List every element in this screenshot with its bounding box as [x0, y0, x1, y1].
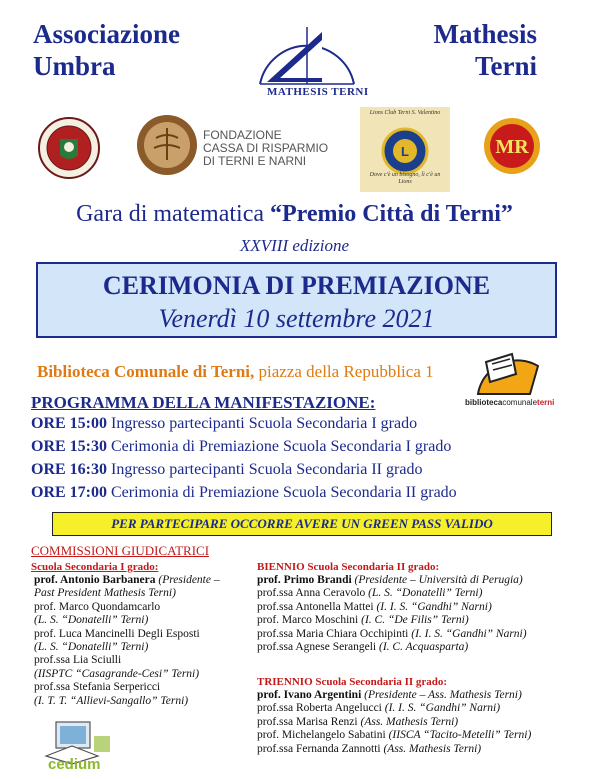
biennio-title: BIENNIO Scuola Secondaria II grado:: [257, 561, 440, 573]
jury-member-affiliation: (IISCA “Tacito-Metelli” Terni): [385, 729, 532, 742]
jury-member-affiliation: (IISPTC “Casagrande-Cesi” Terni): [34, 667, 200, 680]
event-title: [0, 201, 589, 228]
program-activity: Ingresso partecipanti Scuola Secondaria II grado: [107, 461, 423, 478]
jury-member-name: prof.ssa Stefania Serpericci: [34, 681, 161, 694]
fondazione-line-1: FONDAZIONE: [203, 128, 282, 142]
jury-member-line: [34, 641, 220, 654]
association-line-1: Associazione: [33, 19, 180, 49]
jury-member-name: prof. Ivano Argentini: [257, 689, 362, 701]
jury-member-line: [34, 587, 220, 600]
jury-member-name: prof. Marco Moschini: [257, 614, 359, 627]
jury-member-name: prof.ssa Lia Sciulli: [34, 654, 122, 667]
program-time: ORE 15:00: [31, 415, 107, 432]
jury-member-affiliation: (Ass. Mathesis Terni): [380, 742, 482, 755]
jury-member-line: [34, 601, 220, 614]
svg-text:L: L: [401, 144, 409, 159]
association-name-left: [33, 18, 180, 82]
jury-member-name: prof.ssa Antonella Mattei: [257, 600, 374, 613]
jury-member-affiliation: (Presidente – Ass. Mathesis Terni): [361, 689, 522, 701]
jury-member-line: [257, 641, 527, 654]
jury-member-affiliation: (Ass. Mathesis Terni): [357, 715, 459, 728]
lions-club-name: Lions Club Terni S. Valentino: [369, 110, 441, 116]
cedium-caption: cedium: [48, 756, 101, 773]
location: [37, 362, 434, 382]
jury-member-name: prof. Marco Quondamcarlo: [34, 600, 161, 613]
jury-member-affiliation: (Presidente – Università di Perugia): [351, 574, 523, 586]
jury-member-affiliation: Past President Mathesis Terni): [34, 587, 176, 600]
biennio-jury: [257, 574, 527, 654]
mr-badge-icon: [483, 117, 541, 175]
jury-member-line: [257, 702, 531, 715]
jury-member-line: [257, 743, 531, 756]
program-time: ORE 16:30: [31, 461, 107, 478]
jury-member-line: [34, 668, 220, 681]
location-address: piazza della Repubblica 1: [254, 362, 434, 381]
program-activity: Cerimonia di Premiazione Scuola Secondaria II grado: [107, 484, 457, 501]
fondazione-line-2: CASSA DI RISPARMIO: [203, 141, 329, 155]
fondazione-line-3: DI TERNI E NARNI: [203, 154, 307, 168]
program-row: [31, 438, 451, 456]
jury-member-affiliation: (I. C. “De Filis” Terni): [358, 614, 469, 627]
biblioteca-logo-icon: [468, 344, 548, 399]
fondazione-seal-icon: [136, 114, 198, 176]
jury-member-name: prof.ssa Agnese Serangeli: [257, 641, 377, 654]
jury-member-line: [34, 614, 220, 627]
jury-member-affiliation: (I. C. Acquasparta): [376, 641, 469, 654]
jury-member-line: [257, 574, 527, 587]
jury-member-affiliation: (I. I. S. “Gandhi” Narni): [408, 627, 527, 640]
jury-member-name: prof. Antonio Barbanera: [34, 574, 156, 586]
jury-member-name: prof. Primo Brandi: [257, 574, 352, 586]
caption-part-c: terni: [537, 398, 555, 407]
jury-member-name: prof.ssa Marisa Renzi: [257, 715, 358, 728]
jury-member-line: [257, 587, 527, 600]
triennio-title: TRIENNIO Scuola Secondaria II grado:: [257, 676, 448, 688]
program-time: ORE 17:00: [31, 484, 107, 501]
jury-member-line: [257, 628, 527, 641]
jury-member-affiliation: (I. I. S. “Gandhi” Narni): [381, 702, 501, 715]
jury-member-name: prof.ssa Roberta Angelucci: [257, 702, 382, 715]
jury-member-affiliation: (L. S. “Donatelli” Terni): [34, 614, 149, 627]
jury-member-line: [34, 654, 220, 667]
event-edition: XXVIII edizione: [239, 236, 350, 255]
program-row: [31, 484, 457, 502]
jury-member-line: [257, 614, 527, 627]
commissions-title: COMMISSIONI GIUDICATRICI: [31, 543, 210, 558]
mathesis-line-2: Terni: [474, 51, 537, 81]
program-row: [31, 415, 417, 433]
jury-member-line: [34, 628, 220, 641]
jury-member-name: prof.ssa Fernanda Zannotti: [257, 742, 381, 755]
fondazione-text: [203, 129, 328, 168]
jury-member-name: prof.ssa Anna Ceravolo: [257, 587, 366, 600]
jury-member-affiliation: (Presidente –: [155, 574, 220, 586]
biblioteca-logo-caption: [465, 398, 554, 407]
jury-member-line: [34, 695, 220, 708]
event-title-prefix: Gara di matematica: [76, 201, 270, 227]
location-name: Biblioteca Comunale di Terni,: [37, 362, 255, 381]
association-name-right: [434, 18, 538, 82]
comune-terni-seal-icon: [38, 117, 100, 179]
jury-member-affiliation: (L. S. “Donatelli” Terni): [365, 587, 483, 600]
mathesis-logo-caption: MATHESIS TERNI: [267, 86, 369, 98]
jury-member-name: prof.ssa Maria Chiara Occhipinti: [257, 627, 409, 640]
program-time: ORE 15:30: [31, 438, 107, 455]
event-title-prize: “Premio Città di Terni”: [270, 201, 513, 227]
jury-member-name: prof. Luca Mancinelli Degli Esposti: [34, 627, 200, 640]
mathesis-line-1: Mathesis: [433, 19, 537, 49]
program-activity: Ingresso partecipanti Scuola Secondaria I grado: [107, 415, 418, 432]
jury-member-line: [257, 729, 531, 742]
triennio-jury: [257, 689, 531, 756]
svg-text:MR: MR: [495, 136, 529, 158]
jury-member-line: [34, 574, 220, 587]
caption-part-a: biblioteca: [465, 398, 503, 407]
jury-member-affiliation: (L. S. “Donatelli” Terni): [34, 641, 149, 654]
secondaria-1-jury: [34, 574, 220, 708]
ceremony-title: CERIMONIA DI PREMIAZIONE: [102, 271, 491, 300]
green-pass-notice: PER PARTECIPARE OCCORRE AVERE UN GREEN PASS VALIDO: [52, 512, 552, 536]
jury-member-line: [257, 689, 531, 702]
lions-club-motto: Dove c'è un bisogno, lì c'è un Lions: [369, 172, 441, 185]
jury-member-line: [34, 681, 220, 694]
jury-member-affiliation: (I. I. S. “Gandhi” Narni): [373, 600, 492, 613]
jury-member-name: prof. Michelangelo Sabatini: [257, 729, 386, 742]
jury-member-line: [257, 716, 531, 729]
program-row: [31, 461, 422, 479]
ceremony-date: Venerdì 10 settembre 2021: [158, 304, 435, 333]
association-line-2: Umbra: [33, 51, 116, 81]
program-title: PROGRAMMA DELLA MANIFESTAZIONE:: [31, 393, 376, 412]
caption-part-b: comunale: [502, 398, 538, 407]
ceremony-banner: [36, 262, 557, 338]
jury-member-affiliation: (I. T. T. “Allievi-Sangallo” Terni): [34, 694, 189, 707]
program-activity: Cerimonia di Premiazione Scuola Secondaria I grado: [107, 438, 452, 455]
jury-member-line: [257, 601, 527, 614]
secondaria-1-title: Scuola Secondaria I grado:: [31, 561, 159, 573]
